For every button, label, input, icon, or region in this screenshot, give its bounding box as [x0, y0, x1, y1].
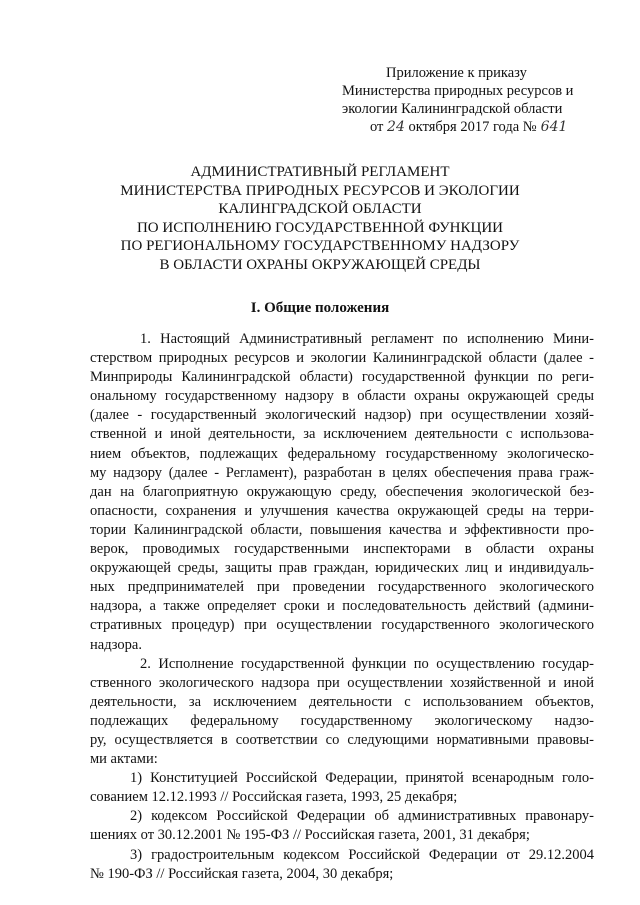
date-prefix: от	[370, 119, 384, 135]
body-line: стерством природных ресурсов и экологии Калининградской области (далее -	[90, 350, 594, 367]
body-line: надзора.	[90, 636, 142, 653]
body-line: опасности, сохранения и улучшения качества окружающей среды на терри-	[90, 502, 594, 519]
body-line: дан на благоприятную окружающую среду, обеспечения экологической без-	[90, 483, 594, 500]
title-line: ПО ИСПОЛНЕНИЮ ГОСУДАРСТВЕННОЙ ФУНКЦИИ	[136, 219, 504, 236]
section-heading: I. Общие положения	[250, 300, 390, 316]
date-rest: октября 2017 года №	[408, 119, 537, 135]
body-line: ственного экологического надзора при осуществлении хозяйственной и иной	[90, 674, 594, 691]
body-line: деятельности, за исключением деятельности с использованием объектов,	[90, 693, 594, 710]
appendix-block	[336, 64, 596, 136]
body-line: стративных процедур) при осуществлении государственного экологического	[90, 617, 594, 634]
body-line: ональному государственному надзору в области охраны окружающей среды	[90, 388, 594, 405]
body-line: 1) Конституцией Российской Федерации, принятой всенародным голо-	[130, 770, 594, 787]
body-line: шениях от 30.12.2001 № 195-ФЗ // Российская газета, 2001, 31 декабря;	[90, 827, 530, 844]
body-line: ных предпринимателей при проведении государственного экологического	[90, 579, 594, 596]
body-line: верок, проводимых государственными инспекторами в области охраны	[90, 541, 594, 558]
body-line: сованием 12.12.1993 // Российская газета, 1993, 25 декабря;	[90, 789, 458, 806]
body-line: 3) градостроительным кодексом Российской Федерации от 29.12.2004	[130, 846, 594, 863]
body-line: 2) кодексом Российской Федерации об административных правонару-	[130, 808, 594, 825]
body-line: ми актами:	[90, 751, 158, 768]
body-text	[90, 330, 594, 884]
body-line: Минприроды Калининградской области) государственной функции по реги-	[90, 369, 594, 386]
title-line: ПО РЕГИОНАЛЬНОМУ ГОСУДАРСТВЕННОМУ НАДЗОРУ	[120, 238, 520, 254]
appendix-line-2: Министерства природных ресурсов и	[342, 83, 574, 99]
title-line: АДМИНИСТРАТИВНЫЙ РЕГЛАМЕНТ	[190, 164, 450, 180]
body-line: му надзору (далее - Регламент), разработан в целях обеспечения права граж-	[90, 464, 594, 481]
appendix-line-1: Приложение к приказу	[386, 65, 527, 81]
handwritten-day: 24	[387, 119, 405, 135]
handwritten-order-number: 641	[540, 119, 568, 135]
title-line: В ОБЛАСТИ ОХРАНЫ ОКРУЖАЮЩЕЙ СРЕДЫ	[159, 256, 481, 273]
body-line: надзора, а также определяет сроки и последовательность действий (админи-	[90, 598, 594, 615]
body-line: (далее - государственный экологический надзор) при осуществлении хозяй-	[90, 407, 594, 424]
appendix-date-line	[336, 118, 596, 136]
title-line: КАЛИНГРАДСКОЙ ОБЛАСТИ	[218, 201, 422, 217]
body-line: окружающей среды, защиты прав граждан, юридических лиц и индивидуаль-	[90, 560, 594, 577]
body-line: подлежащих федеральному государственному экологическому надзо-	[90, 712, 594, 729]
body-line: № 190-ФЗ // Российская газета, 2004, 30 декабря;	[90, 865, 394, 882]
body-line: 1. Настоящий Административный регламент по исполнению Мини-	[140, 331, 594, 347]
body-line: нием объектов, подлежащих федеральному государственному экологическо-	[90, 445, 594, 462]
appendix-line-3: экологии Калининградской области	[342, 101, 563, 117]
body-line: тории Калининградской области, повышения качества и эффективности про-	[90, 521, 594, 538]
title-line: МИНИСТЕРСТВА ПРИРОДНЫХ РЕСУРСОВ И ЭКОЛОГИИ	[120, 182, 520, 199]
body-line: 2. Исполнение государственной функции по осуществлению государ-	[140, 655, 594, 672]
body-line: ственной и иной деятельности, за исключением деятельности с использова-	[90, 426, 594, 443]
document-title	[100, 163, 540, 274]
body-line: ру, осуществляется в соответствии со следующими нормативными правовы-	[90, 731, 594, 748]
